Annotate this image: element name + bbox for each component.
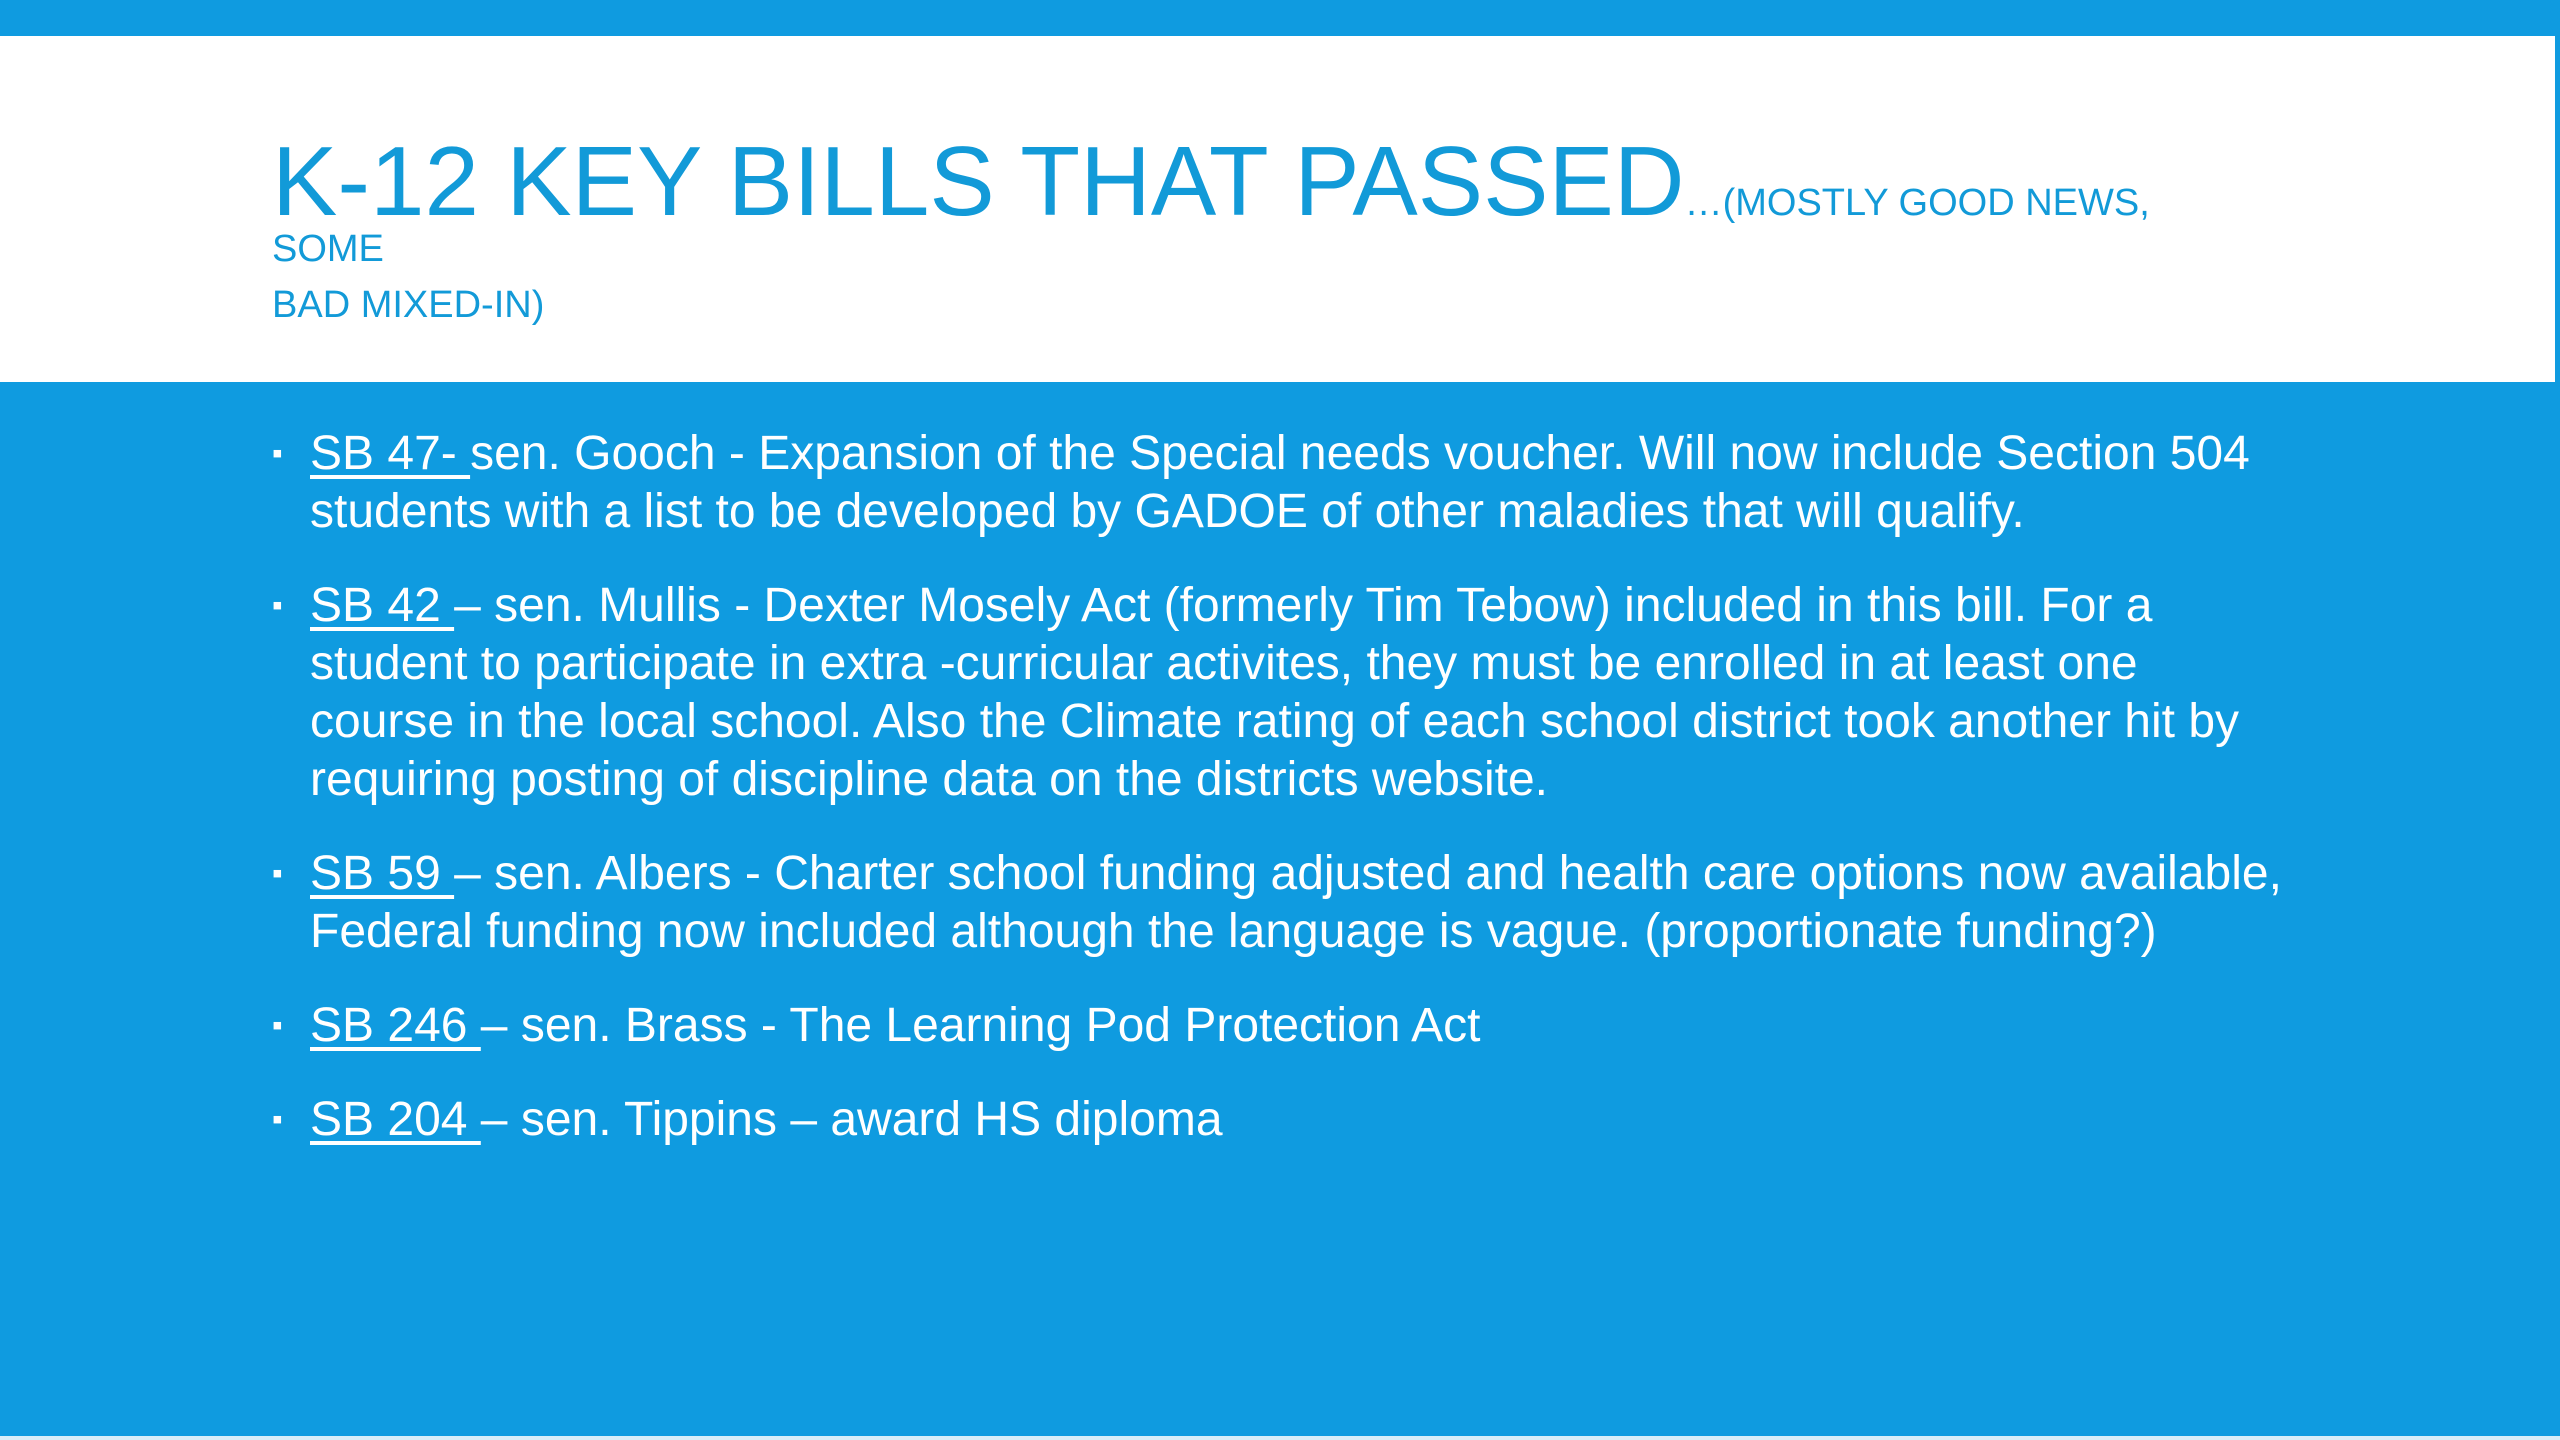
list-item	[272, 997, 2292, 1055]
bill-description: – sen. Tippins – award HS diploma	[480, 1093, 1223, 1146]
slide-title: K-12 KEY BILLS THAT PASSED	[272, 126, 1685, 236]
slide-subtitle-part1: …(MOSTLY GOOD NEWS, SOME	[272, 182, 2150, 270]
bill-list	[272, 425, 2292, 1185]
bill-link-sb47[interactable]: SB 47-	[310, 427, 471, 480]
bill-link-sb246[interactable]: SB 246	[310, 999, 481, 1052]
list-item	[272, 425, 2292, 541]
list-item	[272, 577, 2292, 809]
bullet-icon: ▪	[272, 1103, 283, 1136]
bill-description: sen. Gooch - Expansion of the Special needs voucher. Will now include Section 504 students with a list to be developed by GADOE of other maladies that will qualify.	[310, 427, 2250, 538]
slide-subtitle-part2: BAD MIXED-IN)	[272, 284, 545, 326]
bill-description: – sen. Mullis - Dexter Mosely Act (formerly Tim Tebow) included in this bill. For a student to participate in extra -curricular activites, they must be enrolled in at least one course in the local school. Also the Climate rating of each school district took another hit by requiring posting of discipline data on the districts website.	[310, 579, 2240, 806]
bullet-icon: ▪	[272, 437, 283, 470]
bottom-edge	[0, 1436, 2560, 1440]
bill-description: – sen. Albers - Charter school funding adjusted and health care options now available, Federal funding now included although the language is vague. (proportionate funding?)	[310, 847, 2282, 958]
bullet-icon: ▪	[272, 1009, 283, 1042]
bullet-icon: ▪	[272, 589, 283, 622]
bill-description: – sen. Brass - The Learning Pod Protection Act	[480, 999, 1481, 1052]
list-item	[272, 1091, 2292, 1149]
bill-link-sb204[interactable]: SB 204	[310, 1093, 481, 1146]
list-item	[272, 845, 2292, 961]
bullet-icon: ▪	[272, 857, 283, 890]
top-accent-band	[0, 0, 2560, 36]
bill-link-sb42[interactable]: SB 42	[310, 579, 455, 632]
bill-link-sb59[interactable]: SB 59	[310, 847, 455, 900]
right-accent-strip	[2555, 36, 2560, 382]
slide-title-block	[272, 126, 2272, 326]
